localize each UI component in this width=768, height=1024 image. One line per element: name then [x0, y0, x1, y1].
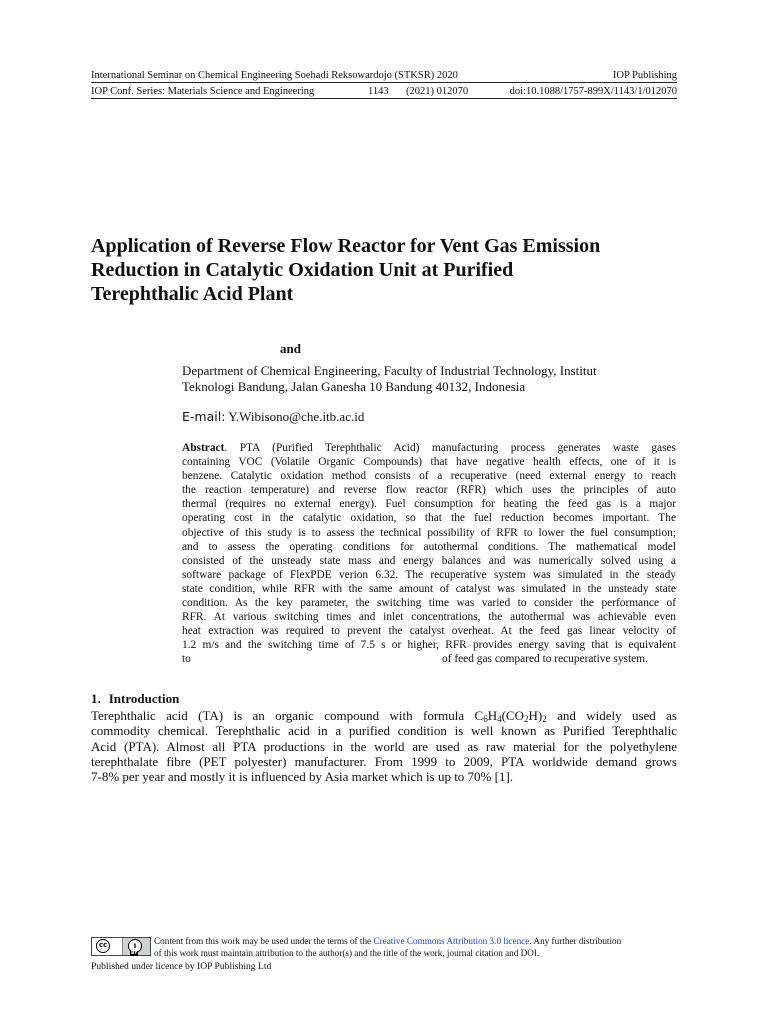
affiliation — [182, 363, 682, 394]
section-number: 1. — [91, 691, 101, 706]
abstract-line-final — [182, 652, 676, 666]
email-address[interactable]: Y.Wibisono@che.itb.ac.id — [228, 409, 365, 424]
section-heading-introduction — [91, 691, 179, 707]
intro-line: commodity chemical. Terephthalic acid in a purified condition is well known as Purified Terephthalic — [91, 723, 677, 739]
article-year: (2021) 012070 — [406, 86, 469, 97]
abstract-line: 1.2 m/s and the switching time of 7.5 s or higher, RFR provides energy saving that is equivalent — [182, 639, 676, 652]
abstract — [182, 441, 676, 667]
section-title: Introduction — [108, 691, 180, 706]
author-list — [280, 341, 301, 357]
affiliation-line: Teknologi Bandung, Jalan Ganesha 10 Bandung 40132, Indonesia — [182, 378, 526, 394]
abstract-line: containing VOC (Volatile Organic Compounds) that have negative health effects, one of it is — [182, 456, 676, 469]
series-name: IOP Conf. Series: Materials Science and Engineering — [91, 86, 315, 97]
abstract-line: thermal (requires no external energy). Fuel consumption for heating the feed gas is a major — [182, 498, 676, 511]
publisher-name: IOP Publishing — [612, 70, 677, 81]
title-line: Terephthalic Acid Plant — [91, 283, 294, 305]
abstract-line: objective of this study is to assess the technical possibility of RFR to lower the fuel consumption; — [182, 526, 676, 539]
doi[interactable]: doi:10.1088/1757-899X/1143/1/012070 — [509, 86, 677, 97]
abstract-line: benzene. Catalytic oxidation method consists of a recuperative (need external energy to reach — [182, 470, 676, 483]
attribution-person-icon: ı — [128, 939, 142, 953]
abstract-line: consisted of the unsteady state mass and energy balances and was numerically solved using a — [182, 554, 676, 567]
abstract-line: heat extraction was required to prevent the catalyst overheat. At the feed gas linear velocity of — [182, 625, 676, 638]
title-line: Application of Reverse Flow Reactor for Vent Gas Emission — [91, 235, 601, 257]
intro-line: 7-8% per year and mostly it is influenced by Asia market which is up to 70% [1]. — [91, 769, 514, 785]
license-notice — [154, 936, 680, 959]
abstract-line: operating cost in the catalytic oxidation, so that the fuel reduction becomes important. The — [182, 512, 676, 525]
license-line: Content from this work may be used under the terms of the Creative Commons Attribution 3.0 licence. Any further distribution — [154, 936, 622, 946]
title-line: Reduction in Catalytic Oxidation Unit at Purified — [91, 259, 514, 281]
conference-name: International Seminar on Chemical Engineering Soehadi Reksowardojo (STKSR) 2020 — [91, 70, 458, 81]
cc-by-icon[interactable] — [91, 937, 151, 956]
license-link[interactable]: Creative Commons Attribution 3.0 licence — [373, 936, 530, 946]
by-label-icon: BY — [131, 951, 138, 956]
abstract-line: Abstract. PTA (Purified Terephthalic Acid) manufacturing process generates waste gases — [182, 442, 676, 454]
introduction-body — [91, 708, 677, 784]
abstract-line: condition. As the key parameter, the switching time was varied to consider the performance of — [182, 597, 676, 610]
published-under-licence: Published under licence by IOP Publishing Ltd — [91, 961, 272, 972]
affiliation-line: Department of Chemical Engineering, Faculty of Industrial Technology, Institut — [182, 363, 597, 378]
abstract-final-start: to — [182, 653, 191, 666]
email-label: E-mail: — [182, 409, 226, 424]
abstract-line: state condition, while RFR with the same amount of catalyst was simulated in the unsteady state — [182, 582, 676, 595]
abstract-line: RFR. At various switching times and inlet concentrations, the autothermal was achievable even — [182, 611, 676, 624]
cc-icon: cc — [96, 939, 110, 953]
intro-line: terephthalate fibre (PET polyester) manufacturer. From 1999 to 2009, PTA worldwide demand grows — [91, 753, 677, 769]
cc-badge-left — [92, 938, 123, 955]
abstract-line: software package of FlexPDE verion 6.32. The recuperative system was simulated in the steady — [182, 568, 676, 581]
header-rule-bottom — [91, 98, 677, 99]
author-email — [182, 409, 364, 425]
intro-line: Acid (PTA). Almost all PTA productions in the world are used as raw material for the polyethylene — [91, 738, 677, 754]
intro-line: Terephthalic acid (TA) is an organic compound with formula $C_6H_4(CO_2H)_2$ and widely used as — [91, 708, 677, 724]
abstract-final-end: of feed gas compared to recuperative system. — [442, 653, 648, 666]
header-rule-top — [91, 82, 677, 83]
abstract-line: the reaction temperature) and reverse flow reactor (RFR) which uses the principles of auto — [182, 484, 676, 497]
volume: 1143 — [368, 86, 389, 97]
abstract-label: Abstract — [182, 442, 225, 454]
paper-title — [91, 234, 691, 306]
license-line: of this work must maintain attribution to the author(s) and the title of the work, journal citation and DOI. — [154, 947, 540, 958]
author-conjunction: and — [280, 341, 301, 356]
abstract-line: and to assess the operating conditions for autothermal conditions. The mathematical model — [182, 540, 676, 553]
